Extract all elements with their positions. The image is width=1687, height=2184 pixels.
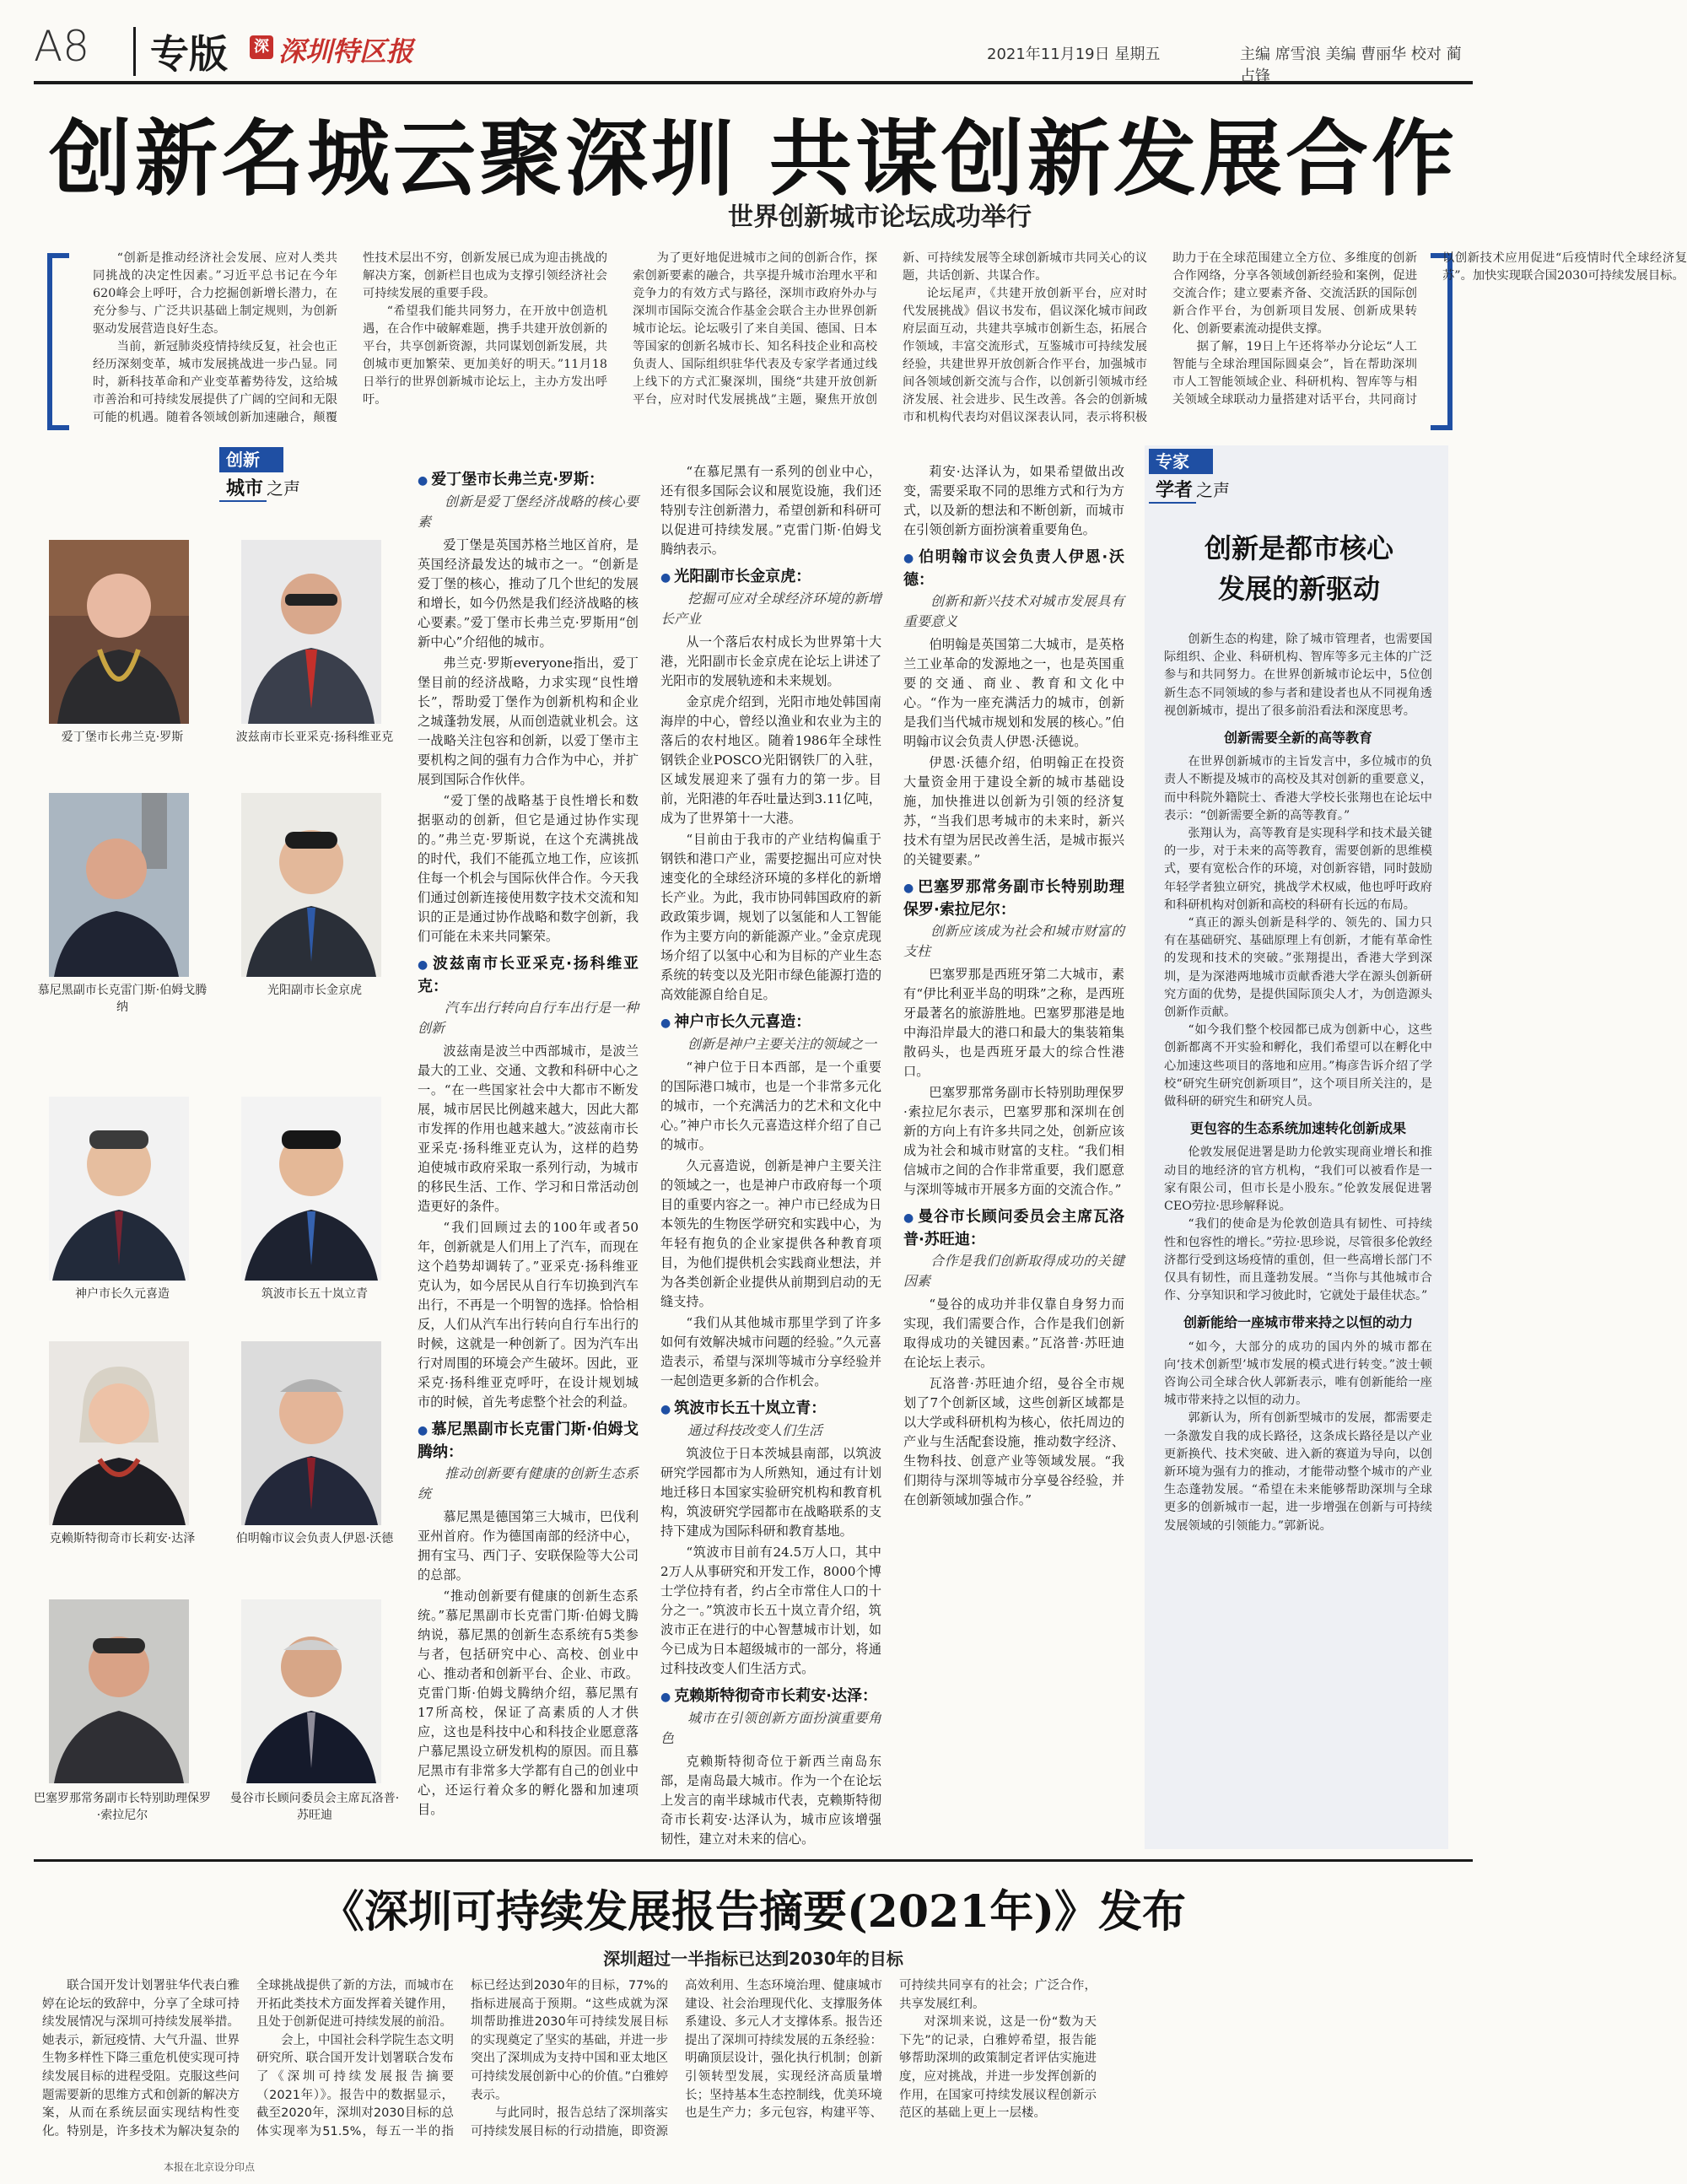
report-paragraph: 会上，中国社会科学院生态文明研究所、联合国开发计划署联合发布了《深圳可持续发展报告摘要（2021年）》。报告中的数据显示，截至2020年，深圳对2030目标的总体实现率为51.5%，每五一半的指标已经达到2030年的目标，77%的指标进展高于预期。“这些成就为深圳帮助推进2030年可持续发展目标的实现奠定了坚实的基础，并进一步突出了深圳成为支持中国和亚太地区可持续发展创新中心的价值。”白雅婷表示。 bbox=[256, 1979, 668, 2138]
expert-article-title bbox=[1164, 528, 1434, 609]
portrait-barcelona bbox=[49, 1599, 189, 1783]
intro-paragraph: 为了更好地促进城市之间的创新合作，探索创新要素的融合，共享提升城市治理水平和竞争力的有效方式与路径，深圳市政府外办与深圳市国际交流合作基金会联合主办世界创新城市论坛。论坛吸引了来自美国、德国、日本等国家的创新名城市长、知名科技企业和高校负责人、国际组织驻华代表及专家学者通过线上线下的方式汇聚深圳，围绕“共建开放创新平台，应对时代发展挑战”主题，聚焦开放创新、可持续发展等全球创新城市共同关心的议题，共话创新、共谋合作。 bbox=[633, 251, 1147, 407]
photo-caption: 波兹南市长亚采克·扬科维亚克 bbox=[235, 731, 394, 744]
portrait-photo bbox=[49, 1097, 189, 1281]
mayor-heading: ● 克赖斯特彻奇市长莉安·达泽： bbox=[660, 1685, 881, 1708]
photo-caption: 伯明翰市议会负责人伊恩·沃德 bbox=[235, 1532, 394, 1545]
mayor-quote-subhead: 汽车出行转向自行车出行是一种创新 bbox=[418, 1000, 639, 1036]
tag-mid: 学者 bbox=[1149, 474, 1196, 504]
photo-caption: 神户市长久元喜造 bbox=[75, 1287, 170, 1301]
mayor-heading: ● 慕尼黑副市长克雷门斯·伯姆戈腾纳： bbox=[418, 1419, 639, 1464]
expert-title-line: 创新是都市核心 bbox=[1204, 532, 1393, 564]
expert-intro: 创新生态的构建，除了城市管理者，也需要国际组织、企业、科研机构、智库等多元主体的广泛参与和共同努力。在世界创新城市论坛中，5位创新生态不同领域的参与者和建设者也从不同视角透视创新城市，提出了很多前沿看法和深度思考。 bbox=[1164, 633, 1432, 718]
mayor-quote-subhead: 城市在引领创新方面扮演重要角色 bbox=[660, 1710, 881, 1746]
tag-suffix: 之声 bbox=[1196, 480, 1231, 500]
mayor-quote-subhead: 创新是爱丁堡经济战略的核心要素 bbox=[418, 493, 639, 530]
intro-paragraph: “创新是推动经济社会发展、应对人类共同挑战的决定性因素。”习近平总书记在今年620峰会上呼吁，合力挖掘创新增长潜力，在充分参与、广泛共识基础上制定规则，为创新驱动发展营造良好生态。 bbox=[93, 251, 337, 336]
main-subheadline: 世界创新城市论坛成功举行 bbox=[728, 202, 1032, 232]
photo-caption: 爱丁堡市长弗兰克·罗斯 bbox=[61, 731, 184, 744]
mayor-paragraph: “筑波市目前有24.5万人口，其中2万人从事研究和开发工作，8000个博士学位持有者，约占全市常住人口的十分之一。”筑波市长五十岚立青介绍，筑波市正在进行的中心智慧城市计划，如今已成为日本超级城市的一部分，将通过科技改变人们生活方式。 bbox=[660, 1545, 881, 1676]
newspaper-name: 深圳特区报 bbox=[278, 35, 414, 67]
expert-paragraph: “如今我们整个校园都已成为创新中心，这些创新都离不开实验和孵化，我们希望可以在孵化中心加速这些项目的落地和应用。”梅彦告诉介绍了学校“研究生研究创新项目”，这个项目所关注的，是做科研的研究生和研究人员。 bbox=[1164, 1023, 1432, 1109]
expert-title-line: 发展的新驱动 bbox=[1217, 573, 1380, 605]
mayor-paragraph: “推动创新要有健康的创新生态系统。”慕尼黑副市长克雷门斯·伯姆戈腾纳说，慕尼黑的创新生态系统有5类参与者，包括研究中心、高校、创业中心、推动者和创新平台、企业、市政。克雷门斯·伯姆戈腾纳介绍，慕尼黑有17所高校，保证了高素质的人才供应，这也是科技中心和科技企业愿意落户慕尼黑设立研发机构的原因。而且慕尼黑市有非常多大学都有自己的创业中心，还运行着众多的孵化器和加速项目。 bbox=[418, 1588, 639, 1817]
mayor-quote-subhead: 挖掘可应对全球经济环境的新增长产业 bbox=[660, 590, 881, 627]
mayor-quote-subhead: 推动创新要有健康的创新生态系统 bbox=[418, 1465, 639, 1502]
mayor-heading: ● 波兹南市长亚采克·扬科维亚克： bbox=[418, 953, 639, 998]
mayor-heading: ● 曼谷市长顾问委员会主席瓦洛普·苏旺迪： bbox=[903, 1206, 1124, 1251]
masthead-bar bbox=[34, 17, 1473, 84]
portrait-tsukuba bbox=[241, 1097, 381, 1281]
portrait-munich bbox=[49, 793, 189, 977]
tag-mid: 城市 bbox=[219, 472, 267, 502]
mayor-paragraph: “目前由于我市的产业结构偏重于钢铁和港口产业，需要挖掘出可应对快速变化的全球经济环境的多样化的新增长产业。为此，我市协同韩国政府的新政政策步调，规划了以氢能和人工智能作为主要方向的新能源产业。”金京虎现场介绍了以氢中心和为目标的产业生态系统的转变以及光阳市绿色能源打造的高效能源自给自足。 bbox=[660, 832, 881, 1002]
expert-section-tag bbox=[1149, 449, 1230, 504]
mayor-paragraph: “在慕尼黑有一系列的创业中心，还有很多国际会议和展览设施，我们还特别专注创新潜力，希望创新和科研可以促进可持续发展。”克雷门斯·伯姆戈腾纳表示。 bbox=[660, 464, 881, 557]
mayor-paragraph: 伯明翰是英国第二大城市，是英格兰工业革命的发源地之一，也是英国重要的交通、商业、教育和文化中心。“作为一座充满活力的城市，创新是我们当代城市规划和发展的核心。”伯明翰市议会负责人伊恩·沃德说。 bbox=[903, 637, 1124, 749]
expert-subheading: 更包容的生态系统加速转化创新成果 bbox=[1189, 1120, 1406, 1137]
mayor-paragraph: “我们从其他城市那里学到了许多如何有效解决城市问题的经验。”久元喜造表示，希望与深圳等城市分享经验并一起创造更多新的合作机会。 bbox=[660, 1315, 881, 1389]
portrait-photo bbox=[241, 793, 381, 977]
page-number: A8 bbox=[34, 22, 90, 71]
mayor-quote-subhead: 创新是神户主要关注的领域之一 bbox=[687, 1036, 877, 1052]
portrait-photo bbox=[241, 1097, 381, 1281]
expert-paragraph: 郭新认为，所有创新型城市的发展，都需要走一条激发自我的成长路径，这条成长路径是以产业更新换代、技术突破、进入新的赛道为导向，以创新环境为强有力的推动，才能带动整个城市的产业生态蓬勃发展。“希望在未来能够帮助深圳与全球更多的创新城市一起，进一步增强在创新与可持续发展领域的引领能力。”郭新说。 bbox=[1164, 1411, 1432, 1533]
mayor-heading: ● 爱丁堡市长弗兰克·罗斯： bbox=[418, 469, 639, 492]
report-article-body bbox=[42, 1977, 1097, 2154]
mayors-article bbox=[418, 462, 1124, 1854]
expert-paragraph: “真正的源头创新是科学的、领先的、国力只有在基础研究、基础原理上有创新，才能有革命性的发现和技术的突破。”张翔提出，香港大学到深圳，是为深港两地城市贡献香港大学在源头创新研究方面的优势，是提供国际顶尖人才，为创造源头创新作贡献。 bbox=[1164, 916, 1432, 1020]
photo-caption: 克赖斯特彻奇市长莉安·达泽 bbox=[49, 1532, 196, 1545]
print-footer: 本报在北京设分印点 bbox=[164, 2161, 256, 2173]
tag-suffix: 之声 bbox=[267, 478, 301, 499]
tag-top: 专家 bbox=[1149, 449, 1213, 474]
mayor-quote-subhead: 合作是我们创新取得成功的关键因素 bbox=[903, 1253, 1124, 1289]
mayor-heading: ● 巴塞罗那常务副市长特别助理保罗·索拉尼尔： bbox=[903, 876, 1124, 921]
main-headline: 创新名城云聚深圳 共谋创新发展合作 bbox=[48, 111, 1458, 208]
portrait-photo bbox=[241, 1341, 381, 1525]
mayor-paragraph: 莉安·达泽认为，如果希望做出改变，需要采取不同的思维方式和行为方式，以及新的想法和不断创新，而城市在引领创新方面扮演着重要角色。 bbox=[903, 464, 1124, 537]
portrait-bangkok bbox=[241, 1599, 381, 1783]
mayor-paragraph: 久元喜造说，创新是神户主要关注的领域之一，也是神户市政府每一个项目的重要内容之一。神户市已经成为日本领先的生物医学研究和实践中心，为年轻有抱负的企业家提供各种教育项目，为他们提供机会实践商业想法，并为各类创新企业提供从前期到启动的无缝支持。 bbox=[660, 1158, 881, 1309]
intro-paragraph: “希望我们能共同努力，在开放中创造机遇，在合作中破解难题，携手共建开放创新的平台，共享创新资源，共同谋划创新发展，共创城市更加繁荣、更加美好的明天。”11月18日举行的世界创新城市论坛上，主办方发出呼吁。 bbox=[363, 305, 607, 407]
mayor-paragraph: “神户位于日本西部，是一个重要的国际港口城市，也是一个非常多元化的城市，一个充满活力的艺术和文化中心。”神户市长久元喜造这样介绍了自己的城市。 bbox=[660, 1060, 881, 1152]
report-paragraph: 联合国开发计划署驻华代表白雅婷在论坛的致辞中，分享了全球可持续发展情况与深圳可持续发展举措。她表示，新冠疫情、大气升温、世界生物多样性下降三重危机使实现可持续发展目标的进程受阻。克服这些问题需要新的思维方式和创新的解决方案，从而在系统层面实现结构性变化。特别是，许多技术为解决复杂的全球挑战提供了新的方法，而城市在开拓此类技术方面发挥着关键作用，且处于创新促进可持续发展的前沿。 bbox=[42, 1979, 454, 2138]
mayor-paragraph: “曼谷的成功并非仅靠自身努力而实现，我们需要合作，合作是我们创新取得成功的关键因素。”瓦洛普·苏旺迪在论坛上表示。 bbox=[903, 1297, 1124, 1370]
portrait-photo bbox=[49, 1341, 189, 1525]
report-paragraph: 与此同时，报告总结了深圳落实可持续发展目标的行动措施，即资源高效利用、生态环境治理、健康城市建设、社会治理现代化、支撑服务体系建设、多元人才支撑体系。报告还提出了深圳可持续发展的五条经验：明确顶层设计，强化执行机制；创新引领转型发展，实现经济高质量增长；坚持基本生态控制线，优美环境也是生产力；多元包容，构建平等、可持续共同享有的社会；广泛合作，共享发展红利。 bbox=[471, 1979, 1097, 2138]
newspaper-logo-icon: 深 bbox=[250, 35, 273, 59]
mayor-quote-subhead: 通过科技改变人们生活 bbox=[687, 1422, 823, 1438]
report-paragraph: 对深圳来说，这是一份“数为天下先”的记录，白雅婷希望，报告能够帮助深圳的政策制定者评估实施进度，应对挑战，并进一步发挥创新的作用，在国家可持续发展议程创新示范区的基础上更上一层楼。 bbox=[899, 2015, 1097, 2121]
portrait-birmingham bbox=[241, 1341, 381, 1525]
portrait-photo bbox=[49, 793, 189, 977]
expert-subheading: 创新需要全新的高等教育 bbox=[1223, 730, 1372, 747]
portrait-poznan bbox=[241, 540, 381, 724]
intro-paragraph: 论坛尾声，《共建开放创新平台，应对时代发展挑战》倡议书发布，倡议深化城市间政府层面互动，共建共享城市创新生态，拓展合作领域，丰富交流形式，互鉴城市可持续发展经验，共建世界开放创新合作平台，加强城市间各领域创新交流与合作，以创新引领城市经济发展、社会进步、民生改善。各会的创新城市和机构代表均对倡议深表认同，表示将积极助力于在全球范围建立全方位、多维度的创新合作网络，分享各领域创新经验和案例，促进交流合作；建立要素齐备、交流活跃的国际创新合作平台，为创新项目发展、创新成果转化、创新要素流动提供支撑。 bbox=[903, 251, 1417, 424]
mayor-paragraph: 巴塞罗那是西班牙第二大城市，素有“伊比利亚半岛的明珠”之称，是西班牙最著名的旅游胜地。巴塞罗那港是地中海沿岸最大的港口和最大的集装箱集散码头，也是西班牙最大的综合性港口。 bbox=[903, 967, 1124, 1079]
report-article-subtitle: 深圳超过一半指标已达到2030年的目标 bbox=[603, 1949, 903, 1969]
issue-date: 2021年11月19日 星期五 bbox=[987, 46, 1161, 63]
photo-caption: 慕尼黑副市长克雷门斯·伯姆戈腾纳 bbox=[37, 984, 208, 1014]
portrait-photo bbox=[241, 540, 381, 724]
section-rule bbox=[34, 1859, 1473, 1862]
mayor-paragraph: 慕尼黑是德国第三大城市，巴伐利亚州首府。作为德国南部的经济中心，拥有宝马、西门子、安联保险等大公司的总部。 bbox=[418, 1509, 639, 1583]
expert-paragraph: 张翔认为，高等教育是实现科学和技术最关键的一步，对于未来的高等教育，需要创新的思维模式，要有宽松合作的环境，对创新容错，同时鼓励年轻学者独立研究，挑战学术权威，他也呼吁政府和科研机构对创新和高校的科研有长远的布局。 bbox=[1164, 827, 1432, 912]
intro-paragraph: 据了解，19日上午还将举办分论坛“人工智能与全球治理国际圆桌会”，旨在帮助深圳市人工智能领域企业、科研机构、智库等与相关领域全球联动力量搭建对话平台，共同商讨以创新技术应用促进“后疫情时代全球经济复苏”。加快实现联合国2030可持续发展目标。 bbox=[1172, 251, 1687, 407]
portrait-gwangyang bbox=[241, 793, 381, 977]
mayor-heading: ● 筑波市长五十岚立青： bbox=[660, 1398, 881, 1421]
mayor-heading: ● 光阳副市长金京虎： bbox=[660, 566, 881, 589]
section-name: 专版 bbox=[150, 31, 228, 77]
mayor-paragraph: 筑波位于日本茨城县南部，以筑波研究学园都市为人所熟知，通过有计划地迁移日本国家实验研究机构和教育机构，筑波研究学园都市在战略联系的支持下建成为国际科研和教育基地。 bbox=[660, 1446, 881, 1539]
report-article-title: 《深圳可持续发展报告摘要(2021年)》发布 bbox=[321, 1886, 1186, 1938]
mayor-paragraph: 波兹南是波兰中西部城市，是波兰最大的工业、交通、文教和科研中心之一。“在一些国家社会中大都市不断发展，城市居民比例越来越大，因此大都市发挥的作用也越来越大。”波兹南市长亚采克·扬科维亚克认为，这样的趋势迫使城市政府采取一系列行动，为城市的移民生活、工作、学习和日常活动创造更好的条件。 bbox=[418, 1043, 639, 1214]
editor-credits: 主编 席雪浪 美编 曹丽华 校对 蔺占锋 bbox=[1240, 46, 1462, 85]
mayor-paragraph: 弗兰克·罗斯everyone指出，爱丁堡目前的经济战略，力求实现“良性增长”，帮助爱丁堡作为创新机构和企业之城蓬勃发展，从而创造就业机会。这一战略关注包容和创新，以爱丁堡市主要机构之间的强有力合作为中心，并扩展到国际合作伙伴。 bbox=[418, 655, 639, 787]
portrait-edinburgh bbox=[49, 540, 189, 724]
intro-bracket-left bbox=[47, 253, 69, 430]
mayor-quote-subhead: 创新应该成为社会和城市财富的支柱 bbox=[903, 923, 1124, 959]
photo-caption: 筑波市长五十岚立青 bbox=[261, 1287, 368, 1301]
portrait-photo bbox=[49, 1599, 189, 1783]
expert-paragraph: “我们的使命是为伦敦创造具有韧性、可持续性和包容性的增长。”劳拉·思珍说，尽管很多伦敦经济都行受到这场疫情的重创，但一些高增长部门不仅具有韧性，而且蓬勃发展。“当你与其他城市合作、分享知识和学习彼此时，它就处于最佳状态。” bbox=[1164, 1217, 1432, 1303]
expert-article-body bbox=[1164, 631, 1432, 1846]
portrait-christchurch bbox=[49, 1341, 189, 1525]
portrait-photo bbox=[49, 540, 189, 724]
mayor-quote-subhead: 创新和新兴技术对城市发展具有重要意义 bbox=[903, 593, 1124, 629]
expert-subheading: 创新能给一座城市带来持之以恒的动力 bbox=[1183, 1314, 1413, 1331]
city-section-tag bbox=[219, 447, 300, 502]
expert-paragraph: “如今，大部分的成功的国内外的城市都在向‘技术创新型’城市发展的模式进行转变。”波士顿咨询公司全球合伙人郭新表示，唯有创新能给一座城市带来持之以恒的动力。 bbox=[1164, 1340, 1432, 1408]
mayor-paragraph: 爱丁堡是英国苏格兰地区首府，是英国经济最发达的城市之一。“创新是爱丁堡的核心，推动了几个世纪的发展和增长，如今仍然是我们经济战略的核心要素。”爱丁堡市长弗兰克·罗斯用“创新中心”介绍他的城市。 bbox=[418, 537, 639, 650]
intro-text bbox=[93, 250, 1687, 444]
mayor-paragraph: “我们回顾过去的100年或者50年，创新就是人们用上了汽车，而现在这个趋势却调转了。”亚采克·扬科维亚克认为，如今居民从自行车切换到汽车出行，不再是一个明智的选择。恰恰相反，人们从汽车出行转向自行车出行的时候，这就是一种创新了。因为汽车出行对周围的环境会产生破坏。因此，亚采克·扬科维亚克呼吁，在设计规划城市的时候，首先考虑整个社会的利益。 bbox=[418, 1220, 639, 1410]
photo-caption: 曼谷市长顾问委员会主席瓦洛普·苏旺迪 bbox=[229, 1792, 400, 1822]
header-divider bbox=[133, 27, 136, 76]
portrait-photo bbox=[241, 1599, 381, 1783]
portrait-kobe bbox=[49, 1097, 189, 1281]
mayor-heading: ● 伯明翰市议会负责人伊恩·沃德： bbox=[903, 547, 1124, 591]
mayor-paragraph: 伊恩·沃德介绍，伯明翰正在投资大量资金用于建设全新的城市基础设施，加快推进以创新为引领的经济复苏，“当我们思考城市的未来时，新兴技术有望为居民改善生活，是城市振兴的关键要素。” bbox=[903, 755, 1124, 867]
photo-caption: 巴塞罗那常务副市长特别助理保罗·索拉尼尔 bbox=[34, 1792, 211, 1822]
mayor-paragraph: 克赖斯特彻奇位于新西兰南岛东部，是南岛最大城市。作为一个在论坛上发言的南半球城市代表，克赖斯特彻奇市长莉安·达泽认为，城市应该增强韧性，建立对未来的信心。 bbox=[660, 1754, 881, 1847]
expert-paragraph: 在世界创新城市的主旨发言中，多位城市的负责人不断提及城市的高校及其对创新的重要意义，而中科院外籍院士、香港大学校长张翔也在论坛中表示：“创新需要全新的高等教育。” bbox=[1164, 755, 1432, 822]
expert-paragraph: 伦敦发展促进署是助力伦敦实现商业增长和推动目的地经济的官方机构，“我们可以被看作是一家有限公司，但市长是小股东。”伦敦发展促进署CEO劳拉·思珍解释说。 bbox=[1164, 1146, 1432, 1214]
photo-caption: 光阳副市长金京虎 bbox=[267, 984, 362, 997]
mayor-paragraph: 瓦洛普·苏旺迪介绍，曼谷全市规划了7个创新区域，这些创新区域都是以大学或科研机构为核心，依托周边的产业与生活配套设施，推动数字经济、生物科技、创意产业等领域发展。“我们期待与深圳等城市分享曼谷经验，并在创新领域加强合作。” bbox=[903, 1376, 1124, 1507]
tag-top: 创新 bbox=[219, 447, 283, 472]
mayor-paragraph: 金京虎介绍到，光阳市地处韩国南海岸的中心，曾经以渔业和农业为主的落后的农村地区。随着1986年全球性钢铁企业POSCO光阳钢铁厂的入驻，区域发展迎来了强有力的第一步。目前，光阳港的年吞吐量达到3.11亿吨，成为了世界第十一大港。 bbox=[660, 694, 881, 826]
mayor-paragraph: 从一个落后农村成长为世界第十大港，光阳副市长金京虎在论坛上讲述了光阳市的发展轨迹和未来规划。 bbox=[660, 634, 881, 688]
mayor-paragraph: “爱丁堡的战略基于良性增长和数据驱动的创新，但它是通过协作实现的。”弗兰克·罗斯说，在这个充满挑战的时代，我们不能孤立地工作，应该抓住每一个机会与国际伙伴合作。今天我们通过创新连接使用数字技术交流和知识的正是通过协作战略和数字创新，我们可能在未来共同繁荣。 bbox=[418, 793, 639, 944]
intro-paragraph: 当前，新冠肺炎疫情持续反复，社会也正经历深刻变革，城市发展挑战进一步凸显。同时，新科技革命和产业变革蓄势待发，这给城市善治和可持续发展提供了广阔的空间和无限可能的机遇。随着各领域创新加速融合，颠覆性技术层出不穷，创新发展已成为迎击挑战的解决方案，创新栏目也成为支撑引领经济社会可持续发展的重要手段。 bbox=[93, 251, 607, 424]
mayor-paragraph: 巴塞罗那常务副市长特别助理保罗·索拉尼尔表示，巴塞罗那和深圳在创新的方向上有许多共同之处，创新应该成为社会和城市财富的支柱。“我们相信城市之间的合作非常重要，我们愿意与深圳等城市开展多方面的交流合作。” bbox=[903, 1085, 1124, 1197]
mayor-heading: ● 神户市长久元喜造： bbox=[660, 1011, 881, 1034]
